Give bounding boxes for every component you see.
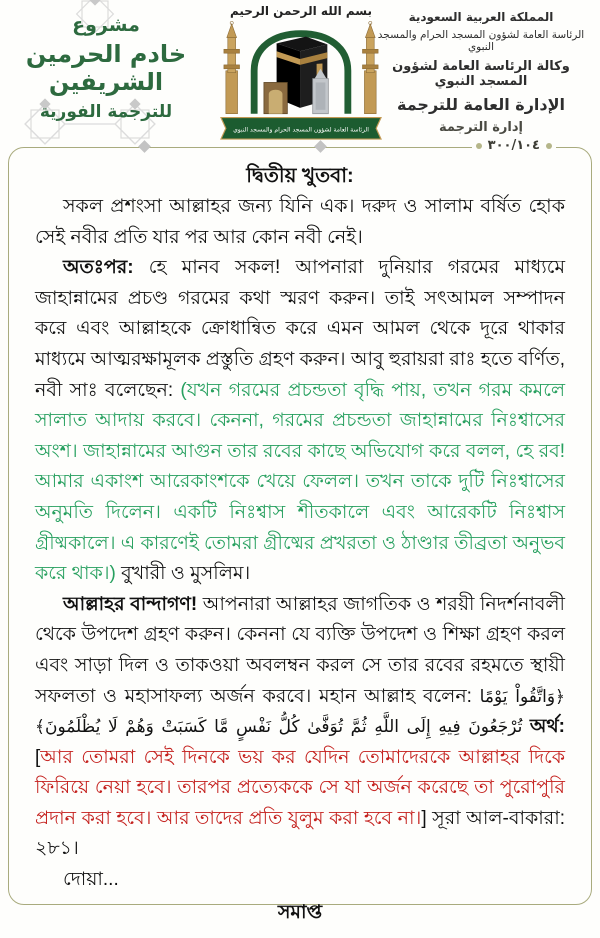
emblem-banner-text: الرئاسة العامة لشؤون المسجد الحرام والمسجد النبوي (233, 126, 369, 134)
kingdom-title: المملكة العربية السعودية (408, 10, 554, 24)
haram-gate-building (264, 82, 287, 113)
project-logo-line1: مشروع (72, 14, 140, 36)
bracket-open: [ (35, 746, 41, 768)
project-logo-line3: للترجمة الفورية (39, 102, 173, 122)
document-number-value: ٣٠٠/١٠٤ (487, 138, 540, 153)
sermon-text-frame (8, 147, 592, 923)
praise-text: সকল প্রশংসা আল্লাহর জন্য যিনি এক। দরুদ ও সালাম বর্ষিত হোক সেই নবীর প্রতি যার পর আর কোন নবী নেই। (35, 196, 565, 248)
meaning-label: অর্থ: (522, 716, 565, 738)
hadith-quote-text: (যখন গরমের প্রচন্ডতা বৃদ্ধি পায়, তখন গরম কমলে সালাত আদায় করবে। কেননা, গরমের প্রচন্ডতা জাহান্নামের নিঃশ্বাসের অংশ। জাহান্নামের আগুন তার রবের কাছে অভিযোগ করে বলল, হে রব! আমার একাংশ আরেকাংশকে খেয়ে ফেলল। তখন তাকে দুটি নিঃশ্বাসের অনুমতি দিলেন। একটি নিঃশ্বাস শীতকালে এবং আরেকটি নিঃশ্বাস গ্রীষ্মকালে। এ কারণেই তোমরা গ্রীষ্মের প্রখরতা ও ঠাণ্ডার তীব্রতা অনুভব করে থাক।) (35, 379, 565, 585)
paragraph-advice (35, 590, 565, 865)
verse-translation-text: আর তোমরা সেই দিনকে ভয় কর যেদিন তোমাদেরকে আল্লাহর দিকে ফিরিয়ে নেয়া হবে। তারপর প্রত্যেককে সে যা অর্জন করেছে তা পুরোপুরি প্রদান করা হবে। আর তাদের প্রতি যুলুম করা হবে না। (35, 746, 565, 829)
general-admin-title: الإدارة العامة للترجمة (396, 95, 565, 114)
dua-text: দোয়া... (63, 869, 119, 891)
project-logo-block (0, 0, 212, 147)
verse-reference-text: ] সূরা আল-বাকারা: ২৮১। (35, 807, 566, 860)
official-titles-block (366, 10, 596, 147)
amma-badu-lead: অতঃপর: (63, 257, 134, 279)
quran-verse-arabic: ﴿وَاتَّقُواْ يَوْمًا تُرْجَعُونَ فِيهِ إِلَى اللَّهِ ثُمَّ تُوَفَّىٰ كُلُّ نَفْسٍ مَّا كَسَبَتْ وَهُمْ لَا يُظْلَمُونَ﴾ (35, 686, 566, 738)
hadith-intro-text: হে মানব সকল! আপনারা দুনিয়ার গরমের মাধ্যমে জাহান্নামের প্রচণ্ড গরমের কথা স্মরণ করুন। তাই সৎআমল সম্পাদন করে এবং আল্লাহকে ক্রোধান্বিত করে এমন আমল থেকে দূরে থাকার মাধ্যমে আত্মরক্ষামূলক প্রস্তুতি গ্রহণ করুন। আবু হুরায়রা রাঃ হতে বর্ণিত, নবী সাঃ বলেছেন: (35, 257, 565, 401)
paragraph-praise (35, 192, 565, 253)
advice-text: আপনারা আল্লাহর জাগতিক ও শরয়ী নিদর্শনাবলী থেকে উপদেশ গ্রহণ করুন। কেননা যে ব্যক্তি উপদেশ ও শিক্ষা গ্রহণ করল এবং সাড়া দিল ও তাকওয়া অবলম্বন করল সে তার রবের রহমতে স্থায়ী সফলতা ও মহাসাফল্য অর্জন করবে। মহান আল্লাহ বলেন: (35, 593, 565, 707)
emblem-banner (221, 118, 381, 139)
sermon-body (35, 160, 565, 928)
end-mark: সমাপ্ত (277, 901, 323, 923)
letterhead (0, 0, 600, 147)
hadith-source-text: বুখারী ও মুসলিম। (115, 563, 251, 585)
project-logo-line2: خادم الحرمين الشريفين (25, 40, 187, 96)
servants-of-allah-lead: আল্লাহর বান্দাগণ! (63, 593, 198, 615)
agency-title: وكالة الرئاسة العامة لشؤون المسجد النبوي (392, 59, 570, 89)
translation-dept-title: إدارة الترجمة (439, 120, 523, 135)
mosque-emblem (211, 20, 391, 142)
project-logo-text (0, 0, 212, 122)
paragraph-hadith (35, 253, 565, 590)
document-number (472, 138, 556, 153)
left-minaret (224, 21, 240, 113)
paragraph-dua (35, 865, 565, 896)
bismillah-calligraphy: بسم الله الرحمن الرحيم (229, 4, 373, 18)
presidency-title: الرئاسة العامة لشؤون المسجد الحرام والمسجد النبوي (377, 29, 585, 53)
page-title: দ্বিতীয় খুতবা: (246, 165, 354, 187)
left-dot-ornament (476, 143, 482, 149)
right-dot-ornament (546, 143, 552, 149)
